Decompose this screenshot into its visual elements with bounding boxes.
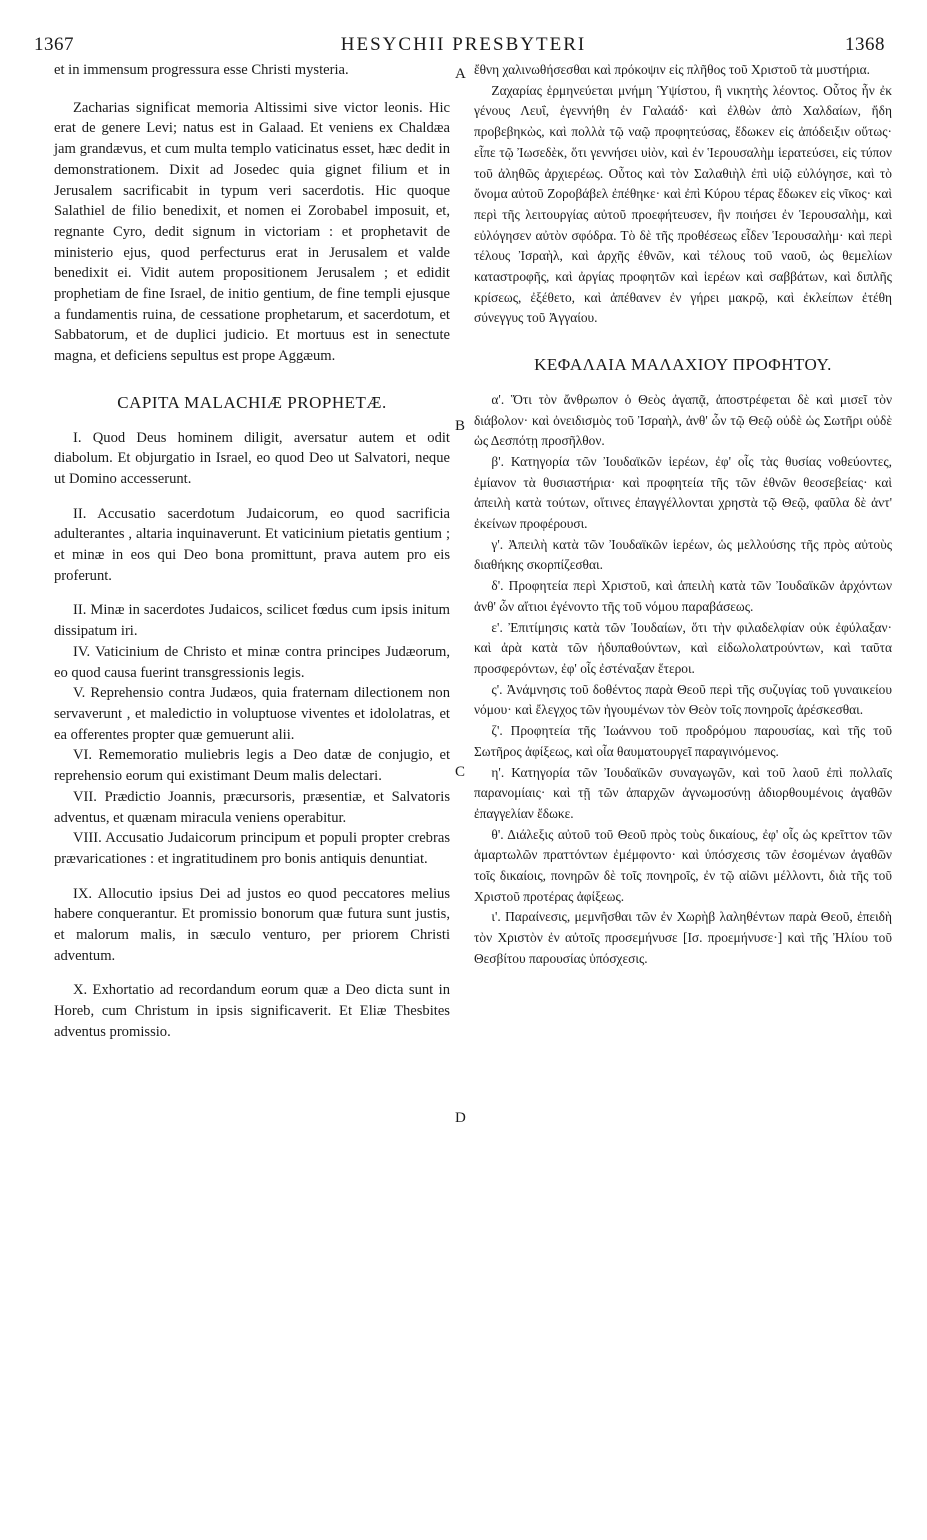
greek-column [474,60,892,970]
latin-paragraph: Zacharias significat memoria Altissimi sive victor leonis. Hic erat de genere Levi; natus est in Galaad. Et veniens ex Chaldæa jam grandævus, et cum multa templo vaticinatus esset, hæc dedit in demonstrationem. Dixit ad Josedec quia gignet filium et in Jerusalem sacrificabit in typum veri sacerdotis. Hic quoque Salathiel de filio benedixit, et nomen ei Zorobabel imposuit, et, regnante Cyro, dedit signum in victoriam : et prophetavit de ministerio ejus, quod perfecturus erat in Jerusalem et valde benedixit ei. Vidit autem propositionem Jerusalem ; et edidit prophetiam de fine Israel, de initio gentium, de fine templi ejusque a fundamentis ruina, de cessatione prophetarum, et sacerdotum, et Sabbatorum, et de duplici judicio. Et mortuus est in senectute magna, et deficiens sepultus est prope Aggæum. [54,99,450,365]
page-number-right: 1368 [845,34,885,55]
greek-chapter: δ'. Προφητεία περὶ Χριστοῦ, καὶ ἀπειλὴ κατὰ τῶν Ἰουδαϊκῶν ἀρχόντων ἀνθ' ὧν αἴτιοι ἐγένοντο τῆς τοῦ νόμου παραβάσεως. [474,578,892,614]
greek-chapter: α'. Ὅτι τὸν ἄνθρωπον ὁ Θεὸς ἀγαπᾷ, ἀποστρέφεται δὲ καὶ μισεῖ τὸν διάβολον· καὶ ὀνειδισμὸς τοῦ Ἰσραὴλ, ἀνθ' ὧν τῷ Θεῷ οὐδὲ ὡς Σωτῆρι οὐδὲ ὡς Δεσπότῃ προσῆλθον. [474,391,892,449]
latin-chapter: IV. Vaticinium de Christo et minæ contra principes Judæorum, eo quod causa fuerint transgressionis legis. [54,643,450,681]
greek-chapter: ε'. Ἐπιτίμησις κατὰ τῶν Ἰουδαίων, ὅτι τὴν φιλαδελφίαν οὐκ ἐφύλαξαν· καὶ ἀρὰ κατὰ τῶν ἡδυπαθούντων, καὶ εἰδωλολατρούντων, καὶ ταῦτα προσφερόντων, ἐφ' οἷς ἐστέναξαν ἕτεροι. [474,619,892,676]
greek-chapter: η'. Κατηγορία τῶν Ἰουδαϊκῶν συναγωγῶν, καὶ τοῦ λαοῦ ἐπὶ πολλαῖς παρανομίαις· καὶ τῇ τῶν ἀπαρχῶν ἀγνωμοσύνῃ ἀδιορθουμένοις ἀγαθῶν ἐπαγγελίαν ἔδωκε. [474,764,892,821]
latin-chapter: VIII. Accusatio Judaicorum principum et populi propter crebras prævaricationes : et ingratitudinem pro bonis antiquis denuntiat. [54,830,450,867]
greek-chapter: θ'. Διάλεξις αὐτοῦ τοῦ Θεοῦ πρὸς τοὺς δικαίους, ἐφ' οἷς ὡς κρεῖττον τῶν ἁμαρτωλῶν πραττόντων ἐμέμφοντο· καὶ ὑπόσχεσις τῶν ἐσομένων ἀγαθῶν τοῖς δικαίοις, πονηρῶν δὲ τοῖς πονηροῖς, ἐν τῷ αἰῶνι μέλλοντι, διὰ τῆς τοῦ Χριστοῦ προτέρας ἀφίξεως. [474,826,892,904]
latin-paragraph: et in immensum progressura esse Christi mysteria. [54,62,349,78]
latin-section-heading: CAPITA MALACHIÆ PROPHETÆ. [117,392,387,412]
margin-marker-b: B [455,418,466,434]
running-title: HESYCHII PRESBYTERI [340,34,587,55]
latin-chapter: VI. Rememoratio muliebris legis a Deo datæ de conjugio, et reprehensio eorum qui existimant Deum malis delectari. [54,747,450,785]
latin-chapter: V. Reprehensio contra Judæos, quia fraternam dilectionem non servaverunt , et maledictio in voluptuose viventes et idololatras, et ea offerentes propter quæ gemuerunt alii. [54,685,450,743]
latin-chapter: II. Accusatio sacerdotum Judaicorum, eo quod sacrificia adulterantes , altaria inquinaverunt. Et vaticinium pietatis gentium ; et minæ in eos qui Deo bona promittunt, prava autem pro eis proferunt. [54,505,450,584]
greek-paragraph: Ζαχαρίας ἑρμηνεύεται μνήμη Ὑψίστου, ἢ νικητὴς λέοντος. Οὗτος ἦν ἐκ γένους Λευΐ, ἐγεννήθη ἐν Γαλαάδ· καὶ ἐλθὼν ἀπὸ Χαλδαίων, ἤδη προβεβηκὼς, καὶ πολλὰ τῷ ναῷ προφητεύσας, ἔδωκεν εἰς ἀπόδειξιν οὕτως· εἶπε τῷ Ἰωσεδὲκ, ὅτι γεννήσει υἱὸν, καὶ ἐν Ἱερουσαλὴμ ἱερατεύσει, εἰς τύπον τοῦ ἀληθῶς ἀρχιερέως. Οὗτος καὶ τὸν Σαλαθιὴλ ἐπὶ υἱῷ εὐλόγησε, καὶ τὸ ὄνομα αὐτοῦ Ζοροβάβελ ἐπέθηκε· καὶ ἐπὶ Κύρου τέρας ἔδωκεν εἰς νῖκος· καὶ περὶ τῆς λειτουργίας αὐτοῦ προεφήτευσεν, ἣν ποιήσει ἐν Ἱερουσαλὴμ, καὶ εὐλόγησεν αὐτὸν σφόδρα. Τὸ δὲ τῆς προθέσεως εἶδεν Ἱερουσαλὴμ· καὶ περὶ τέλους Ἰσραὴλ, καὶ ἀρχῆς ἐθνῶν, καὶ τέλους τοῦ ναοῦ, ὡς θεμελίων καταστροφῆς, καὶ ἀργίας προφητῶν καὶ ἱερέων καὶ σαββάτων, καὶ διπλῆς κρίσεως, ἐξέθετο, καὶ ἀπέθανεν ἐν γήρει μακρῷ, καὶ ἐκλείπων ἐτέθη σύνεγγυς τοῦ Ἀγγαίου. [474,82,892,326]
latin-chapter: I. Quod Deus hominem diligit, aversatur autem et odit diabolum. Et objurgatio in Israel, eo quod Deo ut Salvatori, neque ut Domino accesserunt. [54,429,450,487]
latin-chapter: II. Minæ in sacerdotes Judaicos, scilicet fœdus cum ipsis initum dissipatum iri. [54,602,450,640]
latin-chapter: X. Exhortatio ad recordandum eorum quæ a Deo dicta sunt in Horeb, cum Christum in ipsis significaverit. Et Eliæ Thesbites adventus promissio. [54,982,450,1040]
latin-column [54,60,450,1043]
greek-chapter: γ'. Ἀπειλὴ κατὰ τῶν Ἰουδαϊκῶν ἱερέων, ὡς μελλούσης τῆς πρὸς αὐτοὺς διαθήκης σκορπίζεσθαι. [474,536,892,573]
greek-paragraph: ἔθνη χαλινωθήσεσθαι καὶ πρόκοψιν εἰς πλῆθος τοῦ Χριστοῦ τὰ μυστήρια. [474,62,871,77]
greek-section-heading: ΚΕΦΑΛΑΙΑ ΜΑΛΑΧΙΟΥ ΠΡΟΦΗΤΟΥ. [534,355,832,375]
margin-marker-c: C [455,764,466,780]
greek-chapter: β'. Κατηγορία τῶν Ἰουδαϊκῶν ἱερέων, ἐφ' οἷς τὰς θυσίας νοθεύοντες, ἐμίανον τὰ θυσιαστήρια· καὶ προφητεία τῆς τῶν ἐθνῶν θεοσεβείας· καὶ ἀπειλὴ κατὰ τούτων, οἵτινες ἐπαγγέλλονται χρηστὰ τῷ Θεῷ, φαῦλα δὲ ἀντ' ἐκείνων προφέρουσι. [474,453,892,532]
page-number-left: 1367 [34,34,74,55]
latin-chapter: VII. Prædictio Joannis, præcursoris, præsentiæ, et Salvatoris adventus, et quænam miracula veniens operabitur. [54,788,450,826]
greek-chapter: ι'. Παραίνεσις, μεμνῆσθαι τῶν ἐν Χωρὴβ λαληθέντων παρὰ Θεοῦ, ἐπειδὴ τὸν Χριστὸν ἐν αὐτοῖς προσεμήνυσε [Ισ. προεμήνυσε·] καὶ τῆς Ἠλίου τοῦ Θεσβίτου παρουσίας ὑπόσχεσις. [474,909,892,966]
greek-chapter: ζ'. Προφητεία τῆς Ἰωάννου τοῦ προδρόμου παρουσίας, καὶ τῆς τοῦ Σωτῆρος ἀφίξεως, καὶ οἷα θαυματουργεῖ παραγινόμενος. [474,723,892,759]
greek-chapter: ς'. Ἀνάμνησις τοῦ δοθέντος παρὰ Θεοῦ περὶ τῆς συζυγίας τοῦ γυναικείου νόμου· καὶ ἔλεγχος τῶν ἡγουμένων τὸν Θεὸν τοῖς πονηροῖς ἀρέσκεσθαι. [474,681,892,718]
margin-marker-d: D [455,1110,466,1126]
margin-marker-a: A [455,66,466,82]
latin-chapter: IX. Allocutio ipsius Dei ad justos eo quod peccatores melius habere conquerantur. Et promissio bonorum quæ futura sunt justis, et malorum malis, in sæculo venturo, per priorem Christi adventum. [54,885,450,964]
